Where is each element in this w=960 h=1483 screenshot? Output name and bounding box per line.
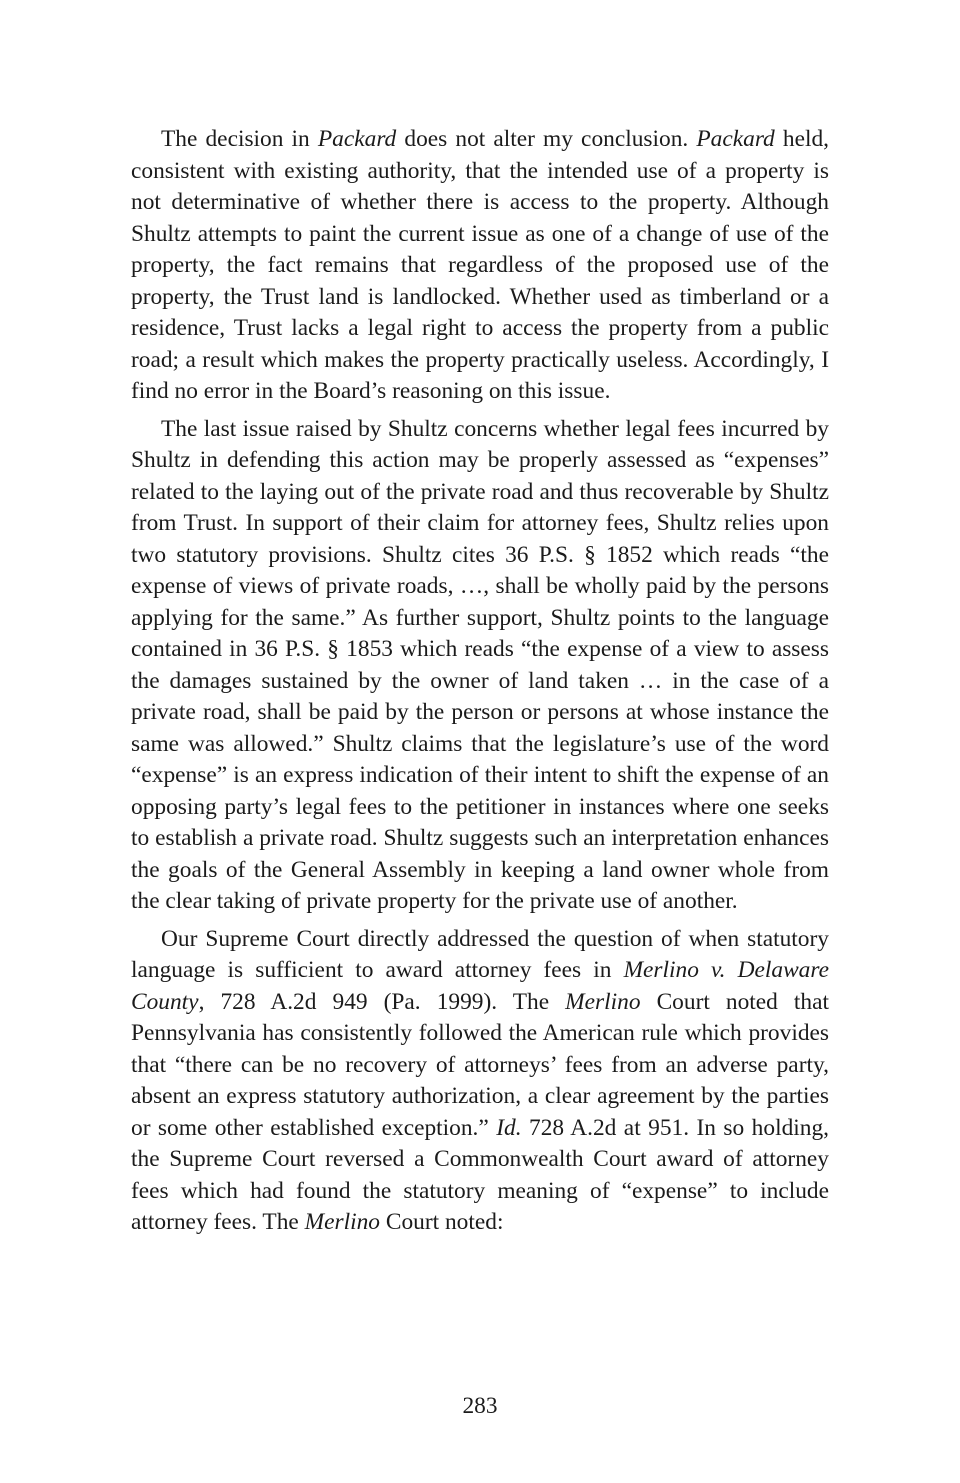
paragraph-text: , 728 A.2d 949 (Pa. 1999). The — [198, 988, 566, 1015]
paragraph-text: The decision in — [161, 126, 318, 152]
page-number: 283 — [462, 1393, 498, 1419]
paragraph-text: does not alter my conclusion. — [396, 126, 697, 152]
paragraph-legal-fees — [131, 414, 829, 918]
case-name: Merlino — [565, 988, 641, 1015]
paragraph-text: Court noted: — [380, 1209, 504, 1235]
case-citation: Merlino v. Delaware County — [131, 957, 829, 1015]
paragraph-packard — [131, 124, 829, 408]
document-body — [131, 124, 829, 1245]
citation-id: Id. — [496, 1114, 522, 1141]
paragraph-text: Court noted that Pennsylvania has consistently followed the American rule which provides that “there can be no recovery of attorneys’ fees from an adverse party, absent an express statutory authorization, a clear agreement by the parties or some other established exception.” — [131, 988, 829, 1141]
paragraph-text: 728 A.2d at 951. In so holding, the Supreme Court reversed a Commonwealth Court award of attorney fees which had found the statutory meaning of “expense” to include attorney fees. The — [131, 1114, 829, 1235]
case-name: Packard — [696, 126, 775, 152]
paragraph-text: The last issue raised by Shultz concerns whether legal fees incurred by Shultz in defending this action may be properly assessed as “expenses” related to the laying out of the private road and thus recoverable by Shultz from Trust. In support of their claim for attorney fees, Shultz relies upon two statutory provisions. Shultz cites 36 P.S. § 1852 which reads “the expense of views of private roads, …, shall be wholly paid by the persons applying for the same.” As further support, Shultz points to the language contained in 36 P.S. § 1853 which reads “the expense of a view to assess the damages sustained by the owner of land taken … in the case of a private road, shall be paid by the person or persons at whose instance the same was allowed.” Shultz claims that the legislature’s use of the word “expense” is an express indication of their intent to shift the expense of an opposing party’s legal fees to the petitioner in instances where one seeks to establish a private road. Shultz suggests such an interpretation enhances the goals of the General Assembly in keeping a land owner whole from the clear taking of private property for the private use of another. — [131, 415, 829, 914]
paragraph-text: held, consistent with existing authority, that the intended use of a property is not determinative of whether there is access to the property. Although Shultz attempts to paint the current issue as one of a change of use of the property, the fact remains that regardless of the proposed use of the property, the Trust land is landlocked. Whether used as timberland or a residence, Trust lacks a legal right to access the property from a public road; a result which makes the property practically useless. Accordingly, I find no error in the Board’s reasoning on this issue. — [131, 126, 829, 404]
case-name: Merlino — [304, 1209, 380, 1235]
paragraph-merlino — [131, 924, 829, 1239]
case-name: Packard — [317, 126, 397, 152]
paragraph-text: Our Supreme Court directly addressed the question of when statutory language is sufficient to award attorney fees in — [131, 925, 829, 983]
